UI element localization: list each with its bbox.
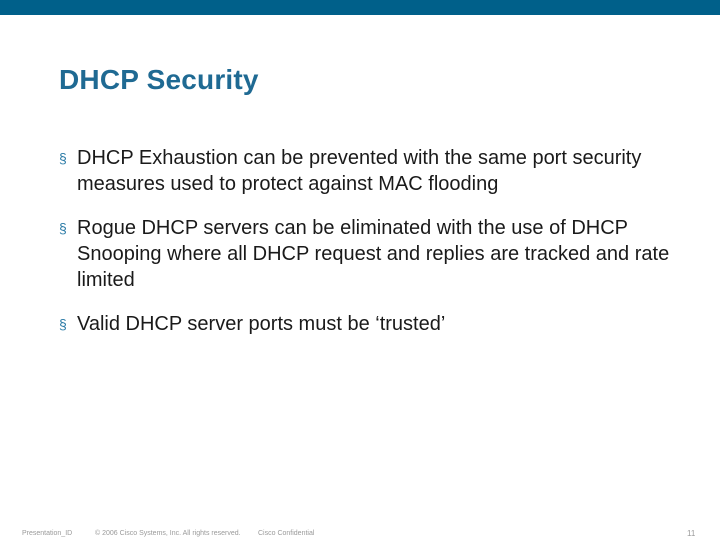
top-bar: [0, 0, 720, 15]
bullet-marker-icon: §: [59, 150, 67, 166]
bullet-list: [59, 145, 699, 355]
bullet-marker-icon: §: [59, 220, 67, 236]
footer-presentation-id: Presentation_ID: [22, 530, 73, 537]
footer-confidential: Cisco Confidential: [258, 530, 315, 537]
page-number: 11: [687, 529, 696, 538]
bullet-text: Rogue DHCP servers can be eliminated with the use of DHCP Snooping where all DHCP request and replies are tracked and rate limited: [77, 217, 670, 291]
bullet-marker-icon: §: [59, 316, 67, 332]
bullet-item: [59, 145, 699, 197]
slide-title: DHCP Security: [59, 64, 259, 95]
bullet-item: [59, 311, 699, 337]
footer-copyright: © 2006 Cisco Systems, Inc. All rights reserved.: [95, 530, 241, 537]
bullet-text: DHCP Exhaustion can be prevented with the same port security measures used to protect against MAC flooding: [77, 147, 642, 195]
bullet-text: Valid DHCP server ports must be ‘trusted’: [77, 313, 446, 335]
bullet-item: [59, 215, 699, 293]
